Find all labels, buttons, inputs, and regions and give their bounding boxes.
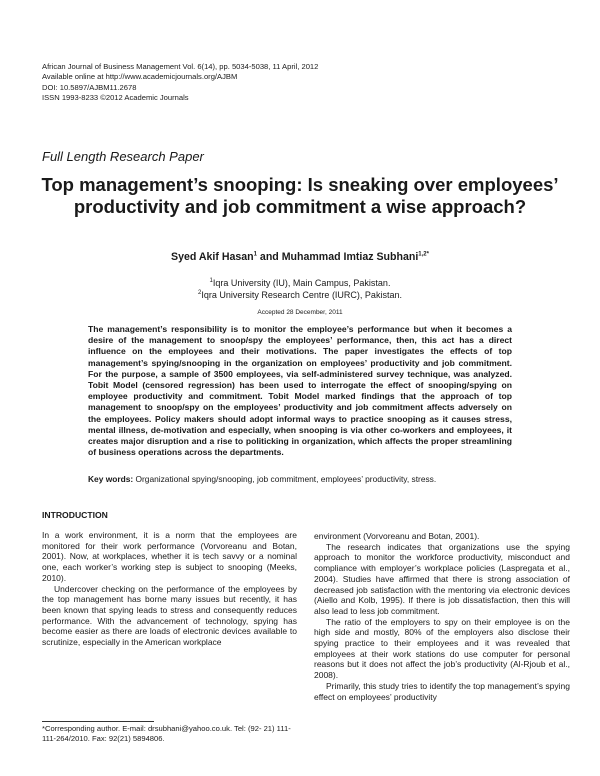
author-1: Syed Akif Hasan — [171, 251, 254, 263]
journal-header — [42, 62, 442, 104]
body-column-left — [42, 530, 297, 648]
paragraph: Primarily, this study tries to identify the top management’s spying effect on employees’ productivity — [314, 680, 570, 702]
author-1-affil: 1 — [253, 251, 257, 258]
author-2-affil: 1,2* — [418, 251, 429, 258]
keywords-text: Organizational spying/snooping, job commitment, employees’ productivity, stress. — [133, 474, 437, 484]
section-heading-introduction: INTRODUCTION — [42, 510, 108, 520]
issn: ISSN 1993-8233 ©2012 Academic Journals — [42, 93, 189, 103]
author-and: and — [256, 251, 282, 263]
paragraph: environment (Vorvoreanu and Botan, 2001). — [314, 531, 480, 541]
paragraph: The research indicates that organizations use the spying approach to monitor the workforce productivity, misconduct and compliance with employer’s workplace policies (Laspregata et al., 2004). Studies have affirmed that there is strong association of decreased job satisfaction with the mentoring via electronic devices (Aiello and Kolb, 1995). If there is job dissatisfaction, then this will also lead to less job commitment. — [314, 541, 570, 616]
accepted-date: Accepted 28 December, 2011 — [257, 309, 343, 316]
paper-title: Top management’s snooping: Is sneaking over employees’ productivity and job commitment a wise approach? — [41, 174, 559, 217]
affil-1-mark: 1 — [209, 278, 213, 284]
footnote-divider — [42, 721, 154, 722]
paper-type: Full Length Research Paper — [42, 149, 204, 164]
affil-2-mark: 2 — [198, 290, 202, 296]
affil-2: Iqra University Research Centre (IURC), Pakistan. — [201, 290, 402, 300]
body-column-right — [314, 531, 570, 702]
authors — [40, 251, 560, 263]
journal-citation: African Journal of Business Management Vol. 6(14), pp. 5034-5038, 11 April, 2012 — [42, 62, 319, 71]
corresponding-author-footnote: *Corresponding author. E-mail: drsubhani@yahoo.co.uk. Tel: (92- 21) 111-111-264/2010. Fax: 92(21) 5894806. — [42, 724, 291, 743]
doi: DOI: 10.5897/AJBM11.2678 — [42, 82, 137, 92]
paragraph: In a work environment, it is a norm that the employees are monitored for their work performance (Vorvoreanu and Botan, 2001). Now, at workplaces, whether it is tech savvy or a nominal one, each worker’s working step is subject to snooping (Meeks, 2010). — [42, 530, 297, 583]
keywords-label: Key words: — [88, 474, 134, 484]
keywords — [88, 474, 512, 484]
paragraph: The ratio of the employers to spy on their employee is on the high side and mostly, 80% of the employers also disclose their spying practice to their employees and it was revealed that employees at their work stations do use computer for personal reasons but it does not affect the job’s productivity (Al-Rjoub et al., 2008). — [314, 616, 570, 681]
affil-1: Iqra University (IU), Main Campus, Pakistan. — [212, 278, 391, 288]
journal-url: Available online at http://www.academicjournals.org/AJBM — [42, 72, 238, 82]
author-2: Muhammad Imtiaz Subhani — [281, 251, 419, 263]
affiliations — [40, 277, 560, 301]
paragraph: Undercover checking on the performance of the employees by the top management has borne many issues but recently, it has been known that spying leads to stress and consequently reduces performance. With the advancement of technology, spying has become easier as there are loads of electronic devices available to scrutinize, especially in the American workplace — [42, 583, 297, 648]
abstract: The management’s responsibility is to monitor the employee’s performance but when it becomes a desire of the management to snoop/spy the employees’ performance, then, this act has a direct influence on the employees and their motivations. The paper investigates the effects of top management’s spying/snooping in the organization on employees’ productivity and job commitment. For the purpose, a sample of 3500 employees, via self-administered survey technique, was analyzed. Tobit Model (censored regression) has been used to interrogate the effect of snooping/spying on employee productivity and commitment. Tobit Model marked findings that the approach of top management to snoop/spy on the employees’ productivity and job commitment affects adversely on the employees. Policy makers should adopt informal ways to practice snooping as it causes stress, mental illness, de-motivation and especially, when snooping is via other co-workers and employees, it creates major disruption and a rise to politicking in organization, which affects the proper streamlining of business operations across the departments. — [88, 324, 512, 458]
